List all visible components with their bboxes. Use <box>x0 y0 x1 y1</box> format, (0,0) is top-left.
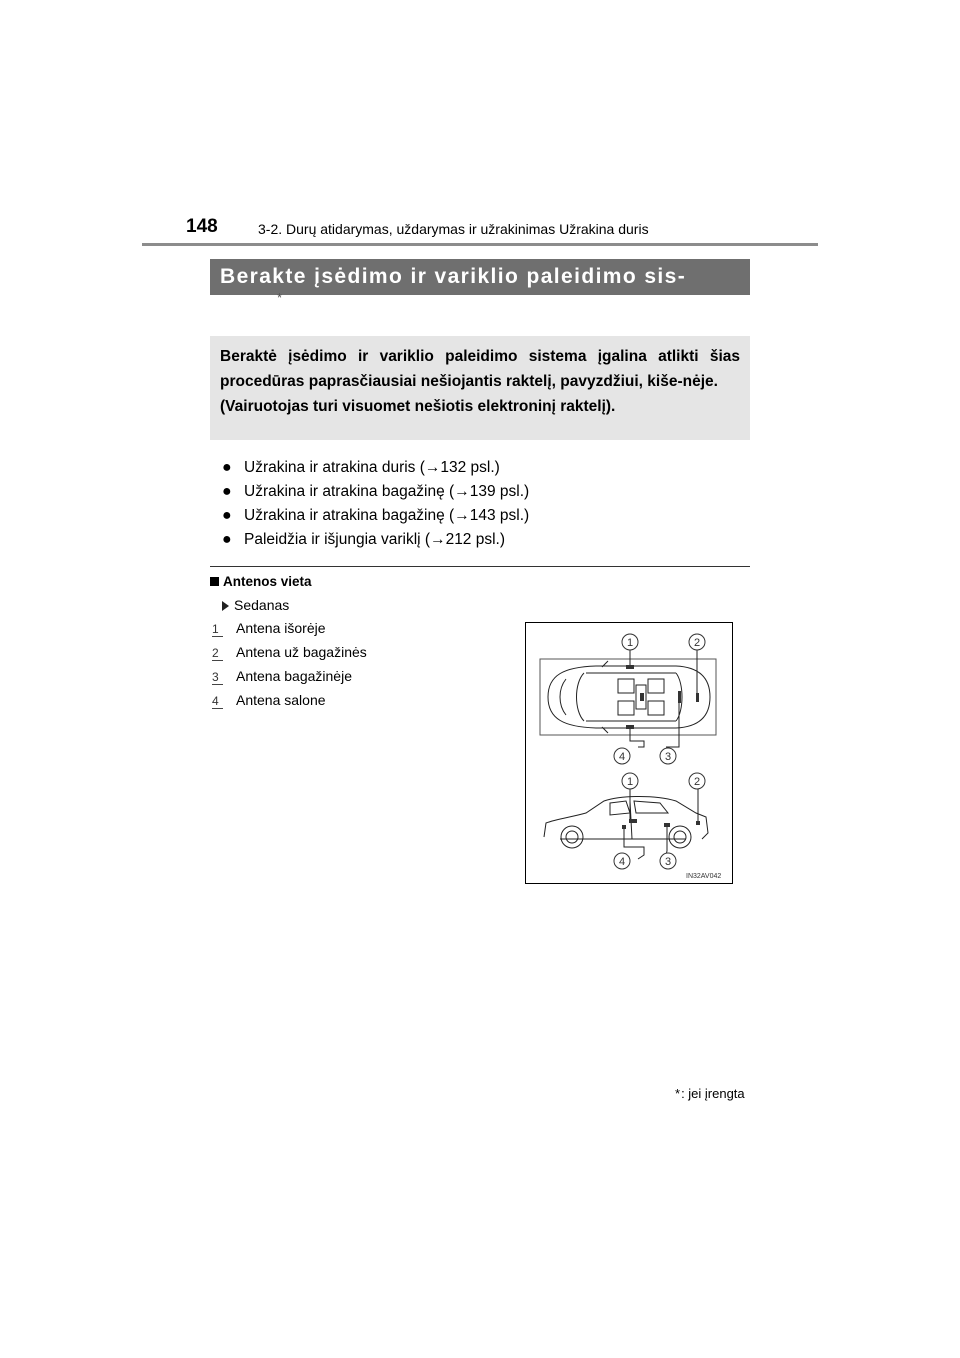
antenna-marker <box>622 825 626 829</box>
bullet-icon: ● <box>222 507 232 524</box>
title-footnote-marker: * <box>277 290 283 305</box>
callout-label: 2 <box>693 776 701 788</box>
section-divider <box>210 566 750 567</box>
list-item <box>222 480 752 504</box>
front-window-icon <box>610 801 630 815</box>
antenna-marker <box>640 693 644 701</box>
antenna-marker <box>678 691 681 703</box>
legend-number: 3 <box>212 670 223 685</box>
car-top-outline <box>548 666 710 728</box>
legend-item <box>212 618 367 642</box>
triangle-right-icon <box>222 601 229 611</box>
callout-label: 2 <box>693 637 701 649</box>
legend-label: Antena išorėje <box>236 620 326 636</box>
variant-heading-text: Sedanas <box>234 597 290 613</box>
callout-label: 1 <box>626 776 634 788</box>
windshield-line <box>577 673 585 721</box>
footnote-text: : jei įrengta <box>681 1086 745 1101</box>
bullet-icon: ● <box>222 531 232 548</box>
bullet-icon: ● <box>222 459 232 476</box>
callout-label: 4 <box>618 751 626 763</box>
list-item-text: Užrakina ir atrakina duris (→132 psl.) <box>244 459 500 476</box>
antenna-marker <box>664 823 670 827</box>
figure-code: IN32AV042 <box>686 873 722 880</box>
rear-hub-icon <box>674 831 686 843</box>
list-item-text: Užrakina ir atrakina bagažinę (→139 psl.) <box>244 483 530 500</box>
subsection-heading-text: Antenos vieta <box>223 574 312 589</box>
list-item <box>222 528 752 552</box>
bullet-icon: ● <box>222 483 232 500</box>
summary-note: (Vairuotojas turi visuomet nešiotis elektroninį raktelį). <box>220 398 616 415</box>
rear-window-icon <box>634 801 668 813</box>
legend-label: Antena salone <box>236 692 326 708</box>
seat-icon <box>618 679 634 693</box>
header-divider <box>142 243 818 246</box>
rear-wheel-icon <box>669 826 691 848</box>
legend-label: Antena bagažinėje <box>236 668 352 684</box>
list-item-text: Paleidžia ir išjungia variklį (→212 psl.) <box>244 531 506 548</box>
section-title: Berakte įsėdimo ir variklio paleidimo sis- <box>210 259 750 295</box>
side-leader-lines <box>624 789 698 859</box>
page-number: 148 <box>186 216 218 237</box>
hood-line <box>560 679 566 715</box>
summary-box <box>210 336 750 440</box>
seat-icon <box>648 679 664 693</box>
antenna-marker <box>696 693 699 702</box>
legend-item <box>212 666 367 690</box>
antenna-marker <box>696 821 700 825</box>
legend-label: Antena už bagažinės <box>236 644 367 660</box>
antenna-legend <box>212 618 367 714</box>
antenna-marker <box>629 819 637 823</box>
callout-label: 3 <box>664 856 672 868</box>
legend-number: 2 <box>212 646 223 661</box>
subsection-heading <box>210 574 312 589</box>
list-item-text: Užrakina ir atrakina bagažinę (→143 psl.) <box>244 507 530 524</box>
side-antenna-markers <box>622 819 700 829</box>
legend-item <box>212 690 367 714</box>
antenna-marker <box>626 725 634 729</box>
roof-line <box>586 673 676 721</box>
legend-number: 4 <box>212 694 223 709</box>
square-bullet-icon <box>210 577 219 586</box>
callout-label: 1 <box>626 637 634 649</box>
top-antenna-markers <box>626 665 699 729</box>
callout-label: 3 <box>664 751 672 763</box>
seat-icon <box>618 701 634 715</box>
car-diagram <box>526 623 732 883</box>
top-callouts <box>614 634 705 764</box>
callout-label: 4 <box>618 856 626 868</box>
antenna-location-figure <box>525 622 733 884</box>
summary-text: Beraktė įsėdimo ir variklio paleidimo sistema įgalina atlikti šias procedūras paprasčiausiai nešiojantis raktelį, pavyzdžiui, kiše-nėje. <box>220 348 740 390</box>
feature-list <box>222 456 752 552</box>
list-item <box>222 504 752 528</box>
antenna-marker <box>626 665 634 669</box>
mirror-line <box>602 661 608 733</box>
legend-item <box>212 642 367 666</box>
list-item <box>222 456 752 480</box>
asterisk-icon: * <box>675 1086 681 1101</box>
breadcrumb: 3-2. Durų atidarymas, uždarymas ir užrakinimas Užrakina duris <box>258 221 649 237</box>
footnote <box>675 1086 745 1101</box>
variant-heading <box>222 597 289 613</box>
seat-icon <box>648 701 664 715</box>
legend-number: 1 <box>212 622 223 637</box>
front-hub-icon <box>566 831 578 843</box>
front-wheel-icon <box>561 826 583 848</box>
